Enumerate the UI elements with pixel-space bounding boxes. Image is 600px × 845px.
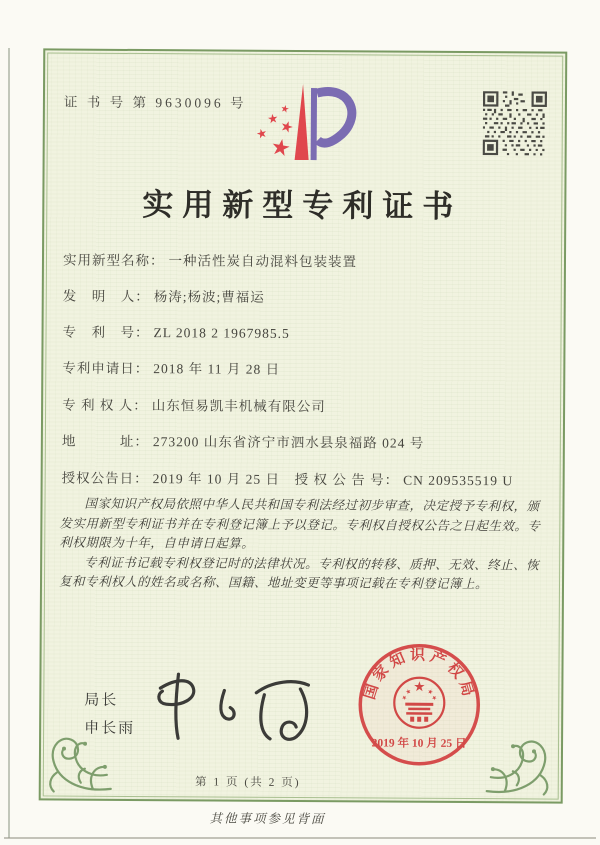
page-number: 第 1 页 (共 2 页) <box>194 776 301 790</box>
field-row-grant <box>62 467 542 490</box>
director-signature-icon <box>138 662 324 758</box>
field-row-inventors <box>63 285 543 308</box>
seal-text: 国家知识产权局 <box>362 647 477 703</box>
grant-number-value: CN 209535519 U <box>403 472 514 489</box>
certificate-title: 实用新型专利证书 <box>142 187 463 224</box>
see-back-note: 其他事项参见背面 <box>209 811 326 827</box>
seal-date: 2019 年 10 月 25 日 <box>371 737 467 751</box>
field-label: 地 址： <box>61 433 149 450</box>
scan-edge-left <box>8 48 10 838</box>
corner-flourish-icon <box>41 724 113 796</box>
field-row-name <box>63 249 543 272</box>
legal-paragraph-1: 国家知识产权局依照中华人民共和国专利法经过初步审查，决定授予专利权，颁发实用新型专利证书并在专利登记簿上予以登记。专利权自授权公告之日起生效。专利权期限为十年，自申请日起算。 <box>59 496 541 551</box>
logo-spire <box>295 84 309 160</box>
cnipa-logo-icon <box>244 76 370 185</box>
scan-edge-bottom <box>4 837 596 839</box>
grant-number-label: 授 权 公 告 号： <box>294 471 400 488</box>
corner-flourish-icon <box>485 727 557 799</box>
director-title: 局长 <box>84 691 119 709</box>
field-value: 杨涛;杨波;曹福运 <box>153 289 265 305</box>
field-value: 273200 山东省济宁市泗水县泉福路 024 号 <box>152 434 425 451</box>
grant-date-label: 授权公告日： <box>61 470 149 487</box>
field-label: 发 明 人： <box>62 288 150 305</box>
certificate-number: 证 书 号 第 9630096 号 <box>63 94 247 111</box>
field-row-address <box>62 430 542 453</box>
field-label: 专 利 号： <box>62 324 150 341</box>
field-row-patentee <box>62 394 542 417</box>
grant-date-value: 2019 年 10 月 25 日 <box>152 471 281 487</box>
field-value: 2018 年 11 月 28 日 <box>153 361 281 377</box>
field-row-filing-date <box>62 357 542 380</box>
field-row-patent-number <box>62 321 542 344</box>
legal-paragraph-2: 专利证书记载专利权登记时的法律状况。专利权的转移、质押、无效、终止、恢复和专利权人的姓名或名称、国籍、地址变更等事项记载在专利登记簿上。 <box>58 555 540 592</box>
field-label: 实用新型名称： <box>62 252 165 269</box>
field-label: 专 利 权 人： <box>62 397 148 414</box>
field-value: ZL 2018 2 1967985.5 <box>153 325 290 341</box>
qr-code-icon <box>483 91 547 155</box>
legal-text <box>59 495 542 595</box>
field-value: 山东恒易凯丰机械有限公司 <box>151 398 326 415</box>
field-value: 一种活性炭自动混料包装装置 <box>168 253 358 270</box>
official-seal-icon <box>353 640 486 773</box>
director-name: 申长雨 <box>84 719 136 737</box>
field-label: 专利申请日： <box>62 360 150 377</box>
